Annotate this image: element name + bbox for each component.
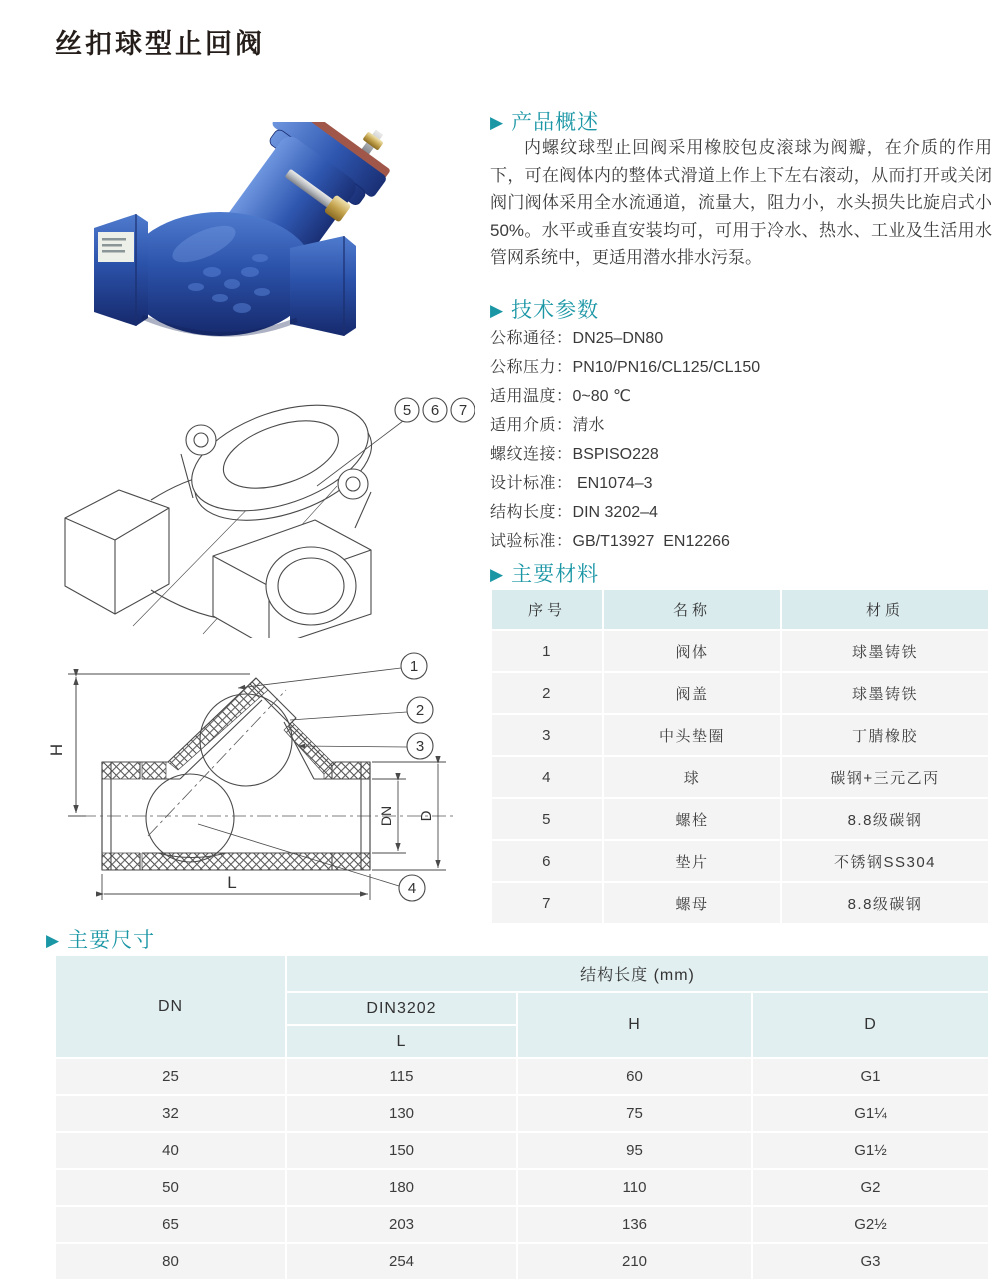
param-value: DN25–DN80 [572, 330, 664, 347]
table-cell: G3 [753, 1244, 988, 1279]
table-cell: 65 [56, 1207, 285, 1242]
param-label: 螺纹连接： [490, 446, 573, 463]
section-title: 技术参数 [511, 299, 600, 322]
table-cell: 25 [56, 1059, 285, 1094]
param-value: 清水 [572, 417, 605, 434]
section-title: 主要材料 [511, 563, 600, 586]
table-cell: 32 [56, 1096, 285, 1131]
table-cell: 8.8级碳钢 [782, 799, 988, 839]
table-cell: 130 [287, 1096, 516, 1131]
list-item [490, 440, 760, 469]
table-row [56, 1244, 988, 1279]
table-row [56, 1133, 988, 1168]
table-cell: 球墨铸铁 [782, 631, 988, 671]
column-header: 名称 [604, 590, 780, 629]
product-label-sticker [98, 232, 134, 262]
table-cell: 5 [492, 799, 602, 839]
callout-1: 1 [409, 658, 419, 675]
list-item [490, 498, 760, 527]
valve-left-port [94, 214, 148, 326]
param-label: 试验标准： [490, 533, 573, 550]
param-label: 公称通径： [490, 330, 573, 347]
iso-callouts [395, 398, 475, 422]
product-photo [92, 122, 402, 342]
table-row [492, 631, 988, 671]
table-cell: 50 [56, 1170, 285, 1205]
column-header: 材质 [782, 590, 988, 629]
section-heading-materials [490, 558, 599, 588]
table-cell: 球墨铸铁 [782, 673, 988, 713]
list-item [490, 382, 760, 411]
callout-4: 4 [407, 880, 417, 897]
isometric-drawing [55, 388, 475, 643]
table-cell: 碳钢+三元乙丙 [782, 757, 988, 797]
table-cell: 40 [56, 1133, 285, 1168]
column-header-l: L [287, 1026, 516, 1057]
param-label: 适用介质： [490, 417, 573, 434]
overview-text: 内螺纹球型止回阀采用橡胶包皮滚球为阀瓣，在介质的作用下，可在阀体内的整体式滑道上作上下左右滚动，从而打开或关闭阀门阀体采用全水流通道，流量大，阻力小，水头损失比旋启式小50%。水平或垂直安装均可，可用于冷水、热水、工业及生活用水管网系统中，更适用潜水排水污泵。 [490, 138, 992, 268]
dimensions-table [54, 954, 990, 1281]
column-group-header: 结构长度 (mm) [287, 956, 988, 991]
table-cell: 3 [492, 715, 602, 755]
valve-right-port [290, 236, 356, 336]
table-cell: 7 [492, 883, 602, 923]
param-label: 适用温度： [490, 388, 573, 405]
table-cell: 4 [492, 757, 602, 797]
param-value: EN1074–3 [572, 475, 653, 492]
table-cell: 中头垫圈 [604, 715, 780, 755]
callout-2: 2 [415, 702, 425, 719]
callout-3: 3 [415, 738, 425, 755]
iso-bonnet-flange [178, 388, 385, 541]
column-header: 序号 [492, 590, 602, 629]
table-header-row [56, 956, 988, 991]
section-drawing [40, 648, 470, 915]
section-arrow-icon: ▶ [490, 300, 505, 320]
table-cell: G2 [753, 1170, 988, 1205]
callout-6: 6 [430, 402, 440, 419]
table-cell: 95 [518, 1133, 751, 1168]
table-cell: 110 [518, 1170, 751, 1205]
column-header-din: DIN3202 [287, 993, 516, 1024]
table-cell: 203 [287, 1207, 516, 1242]
list-item [490, 411, 760, 440]
param-value: BSPISO228 [572, 446, 659, 463]
column-header-dn: DN [56, 956, 285, 1057]
callout-7: 7 [458, 402, 468, 419]
param-label: 设计标准： [490, 475, 573, 492]
table-cell: 1 [492, 631, 602, 671]
param-value: DIN 3202–4 [572, 504, 658, 521]
table-row [492, 799, 988, 839]
table-cell: 螺栓 [604, 799, 780, 839]
table-row [56, 1059, 988, 1094]
table-cell: 80 [56, 1244, 285, 1279]
list-item [490, 469, 760, 498]
table-row [492, 883, 988, 923]
table-cell: 210 [518, 1244, 751, 1279]
list-item [490, 324, 760, 353]
table-cell: 254 [287, 1244, 516, 1279]
iso-left-hex [65, 490, 169, 614]
tech-params-list [490, 324, 760, 556]
table-cell: 180 [287, 1170, 516, 1205]
table-cell: 8.8级碳钢 [782, 883, 988, 923]
table-cell: 丁腈橡胶 [782, 715, 988, 755]
table-cell: 球 [604, 757, 780, 797]
table-row [492, 673, 988, 713]
dim-label-dn: DN [378, 805, 394, 827]
list-item [490, 527, 760, 556]
page-title: 丝扣球型止回阀 [55, 29, 265, 59]
table-row [56, 1207, 988, 1242]
valve-photo-illustration [92, 122, 402, 337]
param-label: 结构长度： [490, 504, 573, 521]
table-cell: 螺母 [604, 883, 780, 923]
table-cell: 不锈钢SS304 [782, 841, 988, 881]
column-header-d: D [753, 993, 988, 1057]
table-cell: 2 [492, 673, 602, 713]
section-walls [102, 678, 370, 870]
table-row [56, 1096, 988, 1131]
table-cell: 6 [492, 841, 602, 881]
dim-label-h: H [47, 743, 66, 757]
list-item [490, 353, 760, 382]
materials-table [490, 588, 990, 925]
section-arrow-icon: ▶ [490, 564, 505, 584]
table-header-row [492, 590, 988, 629]
param-value: 0~80 ℃ [572, 388, 631, 405]
section-heading-dimensions [46, 924, 155, 954]
table-cell: 150 [287, 1133, 516, 1168]
table-cell: 60 [518, 1059, 751, 1094]
table-cell: 阀盖 [604, 673, 780, 713]
section-title: 主要尺寸 [67, 929, 156, 952]
table-cell: G2½ [753, 1207, 988, 1242]
section-callouts [399, 653, 433, 901]
table-row [56, 1170, 988, 1205]
dim-label-l: L [227, 873, 237, 892]
callout-5: 5 [402, 402, 412, 419]
param-value: PN10/PN16/CL125/CL150 [572, 359, 761, 376]
section-title: 产品概述 [511, 111, 600, 134]
table-row [492, 757, 988, 797]
ball-lower [146, 774, 234, 862]
table-cell: G1½ [753, 1133, 988, 1168]
param-label: 公称压力： [490, 359, 573, 376]
table-cell: 75 [518, 1096, 751, 1131]
table-cell: 垫片 [604, 841, 780, 881]
table-cell: G1¼ [753, 1096, 988, 1131]
param-value: GB/T13927 EN12266 [572, 533, 730, 550]
column-header-h: H [518, 993, 751, 1057]
iso-right-hex [213, 520, 371, 638]
dim-label-d: D [418, 810, 435, 822]
table-row [492, 715, 988, 755]
table-cell: 阀体 [604, 631, 780, 671]
section-arrow-icon: ▶ [490, 112, 505, 132]
section-arrow-icon: ▶ [46, 930, 61, 950]
section-heading-tech [490, 294, 599, 324]
section-heading-overview [490, 106, 599, 136]
table-cell: 136 [518, 1207, 751, 1242]
table-cell: 115 [287, 1059, 516, 1094]
table-cell: G1 [753, 1059, 988, 1094]
table-row [492, 841, 988, 881]
